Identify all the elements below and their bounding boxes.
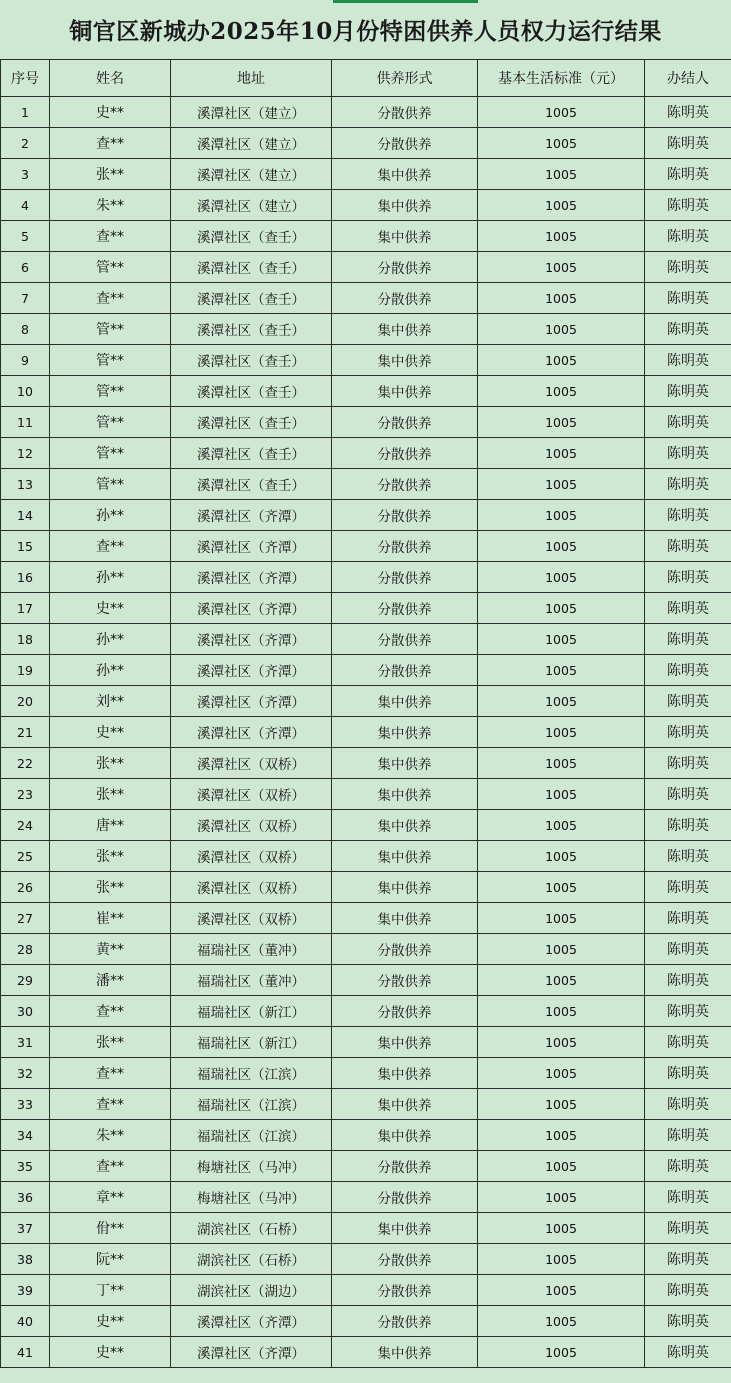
- cell-support-type[interactable]: 集中供养: [332, 1337, 478, 1368]
- cell-index[interactable]: 34: [1, 1120, 50, 1151]
- cell-name[interactable]: 章**: [50, 1182, 171, 1213]
- cell-handler[interactable]: 陈明英: [645, 655, 731, 686]
- table-row: [1, 376, 731, 407]
- cell-handler[interactable]: 陈明英: [645, 1058, 731, 1089]
- cell-address[interactable]: 福瑞社区（江滨）: [171, 1120, 332, 1151]
- table-header-row: [1, 60, 731, 97]
- cell-handler[interactable]: 陈明英: [645, 1306, 731, 1337]
- cell-address[interactable]: 湖滨社区（湖边）: [171, 1275, 332, 1306]
- cell-name[interactable]: 查**: [50, 221, 171, 252]
- cell-name[interactable]: 史**: [50, 1337, 171, 1368]
- cell-support-type[interactable]: 集中供养: [332, 314, 478, 345]
- cell-living-standard[interactable]: 1005: [478, 1182, 645, 1213]
- cell-support-type[interactable]: 分散供养: [332, 934, 478, 965]
- cell-living-standard[interactable]: 1005: [478, 221, 645, 252]
- cell-support-type[interactable]: 分散供养: [332, 1244, 478, 1275]
- cell-living-standard[interactable]: 1005: [478, 97, 645, 128]
- table-row: [1, 283, 731, 314]
- cell-support-type[interactable]: 分散供养: [332, 1306, 478, 1337]
- cell-living-standard[interactable]: 1005: [478, 593, 645, 624]
- cell-living-standard[interactable]: 1005: [478, 531, 645, 562]
- cell-living-standard[interactable]: 1005: [478, 841, 645, 872]
- cell-support-type[interactable]: 集中供养: [332, 221, 478, 252]
- cell-handler[interactable]: 陈明英: [645, 965, 731, 996]
- cell-living-standard[interactable]: 1005: [478, 624, 645, 655]
- table-row: [1, 314, 731, 345]
- cell-living-standard[interactable]: 1005: [478, 128, 645, 159]
- column-header-index[interactable]: 序号: [1, 60, 50, 97]
- cell-support-type[interactable]: 分散供养: [332, 562, 478, 593]
- cell-address[interactable]: 溪潭社区（建立）: [171, 159, 332, 190]
- cell-support-type[interactable]: 集中供养: [332, 345, 478, 376]
- cell-index[interactable]: 32: [1, 1058, 50, 1089]
- cell-address[interactable]: 福瑞社区（董冲）: [171, 934, 332, 965]
- cell-support-type[interactable]: 分散供养: [332, 469, 478, 500]
- cell-handler[interactable]: 陈明英: [645, 283, 731, 314]
- cell-name[interactable]: 管**: [50, 314, 171, 345]
- cell-living-standard[interactable]: 1005: [478, 1151, 645, 1182]
- cell-name[interactable]: 佾**: [50, 1213, 171, 1244]
- table-row: [1, 841, 731, 872]
- cell-index[interactable]: 25: [1, 841, 50, 872]
- table-row: [1, 1213, 731, 1244]
- cell-name[interactable]: 史**: [50, 593, 171, 624]
- cell-name[interactable]: 查**: [50, 531, 171, 562]
- cell-handler[interactable]: 陈明英: [645, 190, 731, 221]
- cell-index[interactable]: 15: [1, 531, 50, 562]
- column-header-living-standard[interactable]: 基本生活标准（元）: [478, 60, 645, 97]
- cell-address[interactable]: 溪潭社区（查壬）: [171, 221, 332, 252]
- cell-index[interactable]: 37: [1, 1213, 50, 1244]
- cell-handler[interactable]: 陈明英: [645, 407, 731, 438]
- cell-address[interactable]: 福瑞社区（董冲）: [171, 965, 332, 996]
- cell-index[interactable]: 23: [1, 779, 50, 810]
- cell-address[interactable]: 溪潭社区（查壬）: [171, 407, 332, 438]
- cell-index[interactable]: 24: [1, 810, 50, 841]
- table-row: [1, 159, 731, 190]
- table-row: [1, 562, 731, 593]
- cell-handler[interactable]: 陈明英: [645, 996, 731, 1027]
- results-table: [0, 59, 731, 1368]
- cell-living-standard[interactable]: 1005: [478, 1213, 645, 1244]
- cell-support-type[interactable]: 集中供养: [332, 686, 478, 717]
- cell-index[interactable]: 6: [1, 252, 50, 283]
- cell-handler[interactable]: 陈明英: [645, 903, 731, 934]
- cell-address[interactable]: 溪潭社区（齐潭）: [171, 531, 332, 562]
- cell-address[interactable]: 溪潭社区（齐潭）: [171, 655, 332, 686]
- cell-name[interactable]: 孙**: [50, 500, 171, 531]
- cell-living-standard[interactable]: 1005: [478, 438, 645, 469]
- cell-index[interactable]: 10: [1, 376, 50, 407]
- table-row: [1, 934, 731, 965]
- cell-name[interactable]: 刘**: [50, 686, 171, 717]
- cell-support-type[interactable]: 集中供养: [332, 1058, 478, 1089]
- cell-living-standard[interactable]: 1005: [478, 779, 645, 810]
- table-row: [1, 1182, 731, 1213]
- cell-address[interactable]: 溪潭社区（建立）: [171, 128, 332, 159]
- table-row: [1, 252, 731, 283]
- table-row: [1, 903, 731, 934]
- cell-support-type[interactable]: 分散供养: [332, 531, 478, 562]
- cell-index[interactable]: 4: [1, 190, 50, 221]
- cell-address[interactable]: 溪潭社区（双桥）: [171, 872, 332, 903]
- page-title: 铜官区新城办2025年10月份特困供养人员权力运行结果: [0, 0, 731, 60]
- table-row: [1, 1120, 731, 1151]
- cell-living-standard[interactable]: 1005: [478, 252, 645, 283]
- cell-handler[interactable]: 陈明英: [645, 469, 731, 500]
- cell-support-type[interactable]: 集中供养: [332, 810, 478, 841]
- cell-living-standard[interactable]: 1005: [478, 1120, 645, 1151]
- cell-index[interactable]: 3: [1, 159, 50, 190]
- table-row: [1, 97, 731, 128]
- cell-address[interactable]: 溪潭社区（查壬）: [171, 345, 332, 376]
- cell-address[interactable]: 溪潭社区（双桥）: [171, 903, 332, 934]
- cell-handler[interactable]: 陈明英: [645, 1151, 731, 1182]
- cell-address[interactable]: 溪潭社区（齐潭）: [171, 593, 332, 624]
- table-row: [1, 1089, 731, 1120]
- table-row: [1, 1337, 731, 1368]
- cell-index[interactable]: 5: [1, 221, 50, 252]
- cell-handler[interactable]: 陈明英: [645, 686, 731, 717]
- cell-name[interactable]: 孙**: [50, 562, 171, 593]
- cell-handler[interactable]: 陈明英: [645, 1120, 731, 1151]
- cell-index[interactable]: 38: [1, 1244, 50, 1275]
- cell-index[interactable]: 13: [1, 469, 50, 500]
- cell-support-type[interactable]: 集中供养: [332, 190, 478, 221]
- cell-address[interactable]: 溪潭社区（建立）: [171, 190, 332, 221]
- cell-name[interactable]: 史**: [50, 717, 171, 748]
- cell-index[interactable]: 18: [1, 624, 50, 655]
- cell-living-standard[interactable]: 1005: [478, 810, 645, 841]
- cell-name[interactable]: 黄**: [50, 934, 171, 965]
- cell-address[interactable]: 溪潭社区（齐潭）: [171, 1337, 332, 1368]
- cell-handler[interactable]: 陈明英: [645, 1089, 731, 1120]
- cell-address[interactable]: 溪潭社区（查壬）: [171, 283, 332, 314]
- cell-handler[interactable]: 陈明英: [645, 500, 731, 531]
- cell-name[interactable]: 查**: [50, 1089, 171, 1120]
- cell-address[interactable]: 溪潭社区（查壬）: [171, 469, 332, 500]
- table-row: [1, 345, 731, 376]
- cell-address[interactable]: 溪潭社区（双桥）: [171, 779, 332, 810]
- cell-handler[interactable]: 陈明英: [645, 159, 731, 190]
- cell-handler[interactable]: 陈明英: [645, 779, 731, 810]
- cell-name[interactable]: 查**: [50, 1058, 171, 1089]
- cell-support-type[interactable]: 分散供养: [332, 500, 478, 531]
- cell-address[interactable]: 溪潭社区（双桥）: [171, 810, 332, 841]
- cell-living-standard[interactable]: 1005: [478, 283, 645, 314]
- cell-address[interactable]: 福瑞社区（新江）: [171, 1027, 332, 1058]
- cell-name[interactable]: 史**: [50, 97, 171, 128]
- cell-support-type[interactable]: 分散供养: [332, 438, 478, 469]
- cell-handler[interactable]: 陈明英: [645, 872, 731, 903]
- column-header-handler[interactable]: 办结人: [645, 60, 731, 97]
- cell-support-type[interactable]: 分散供养: [332, 593, 478, 624]
- cell-name[interactable]: 管**: [50, 252, 171, 283]
- cell-support-type[interactable]: 分散供养: [332, 965, 478, 996]
- cell-living-standard[interactable]: 1005: [478, 965, 645, 996]
- cell-handler[interactable]: 陈明英: [645, 1213, 731, 1244]
- cell-living-standard[interactable]: 1005: [478, 562, 645, 593]
- cell-address[interactable]: 梅塘社区（马冲）: [171, 1182, 332, 1213]
- cell-name[interactable]: 孙**: [50, 655, 171, 686]
- cell-handler[interactable]: 陈明英: [645, 810, 731, 841]
- cell-address[interactable]: 溪潭社区（齐潭）: [171, 624, 332, 655]
- cell-index[interactable]: 17: [1, 593, 50, 624]
- cell-living-standard[interactable]: 1005: [478, 407, 645, 438]
- cell-living-standard[interactable]: 1005: [478, 500, 645, 531]
- cell-name[interactable]: 张**: [50, 159, 171, 190]
- cell-living-standard[interactable]: 1005: [478, 934, 645, 965]
- cell-name[interactable]: 孙**: [50, 624, 171, 655]
- cell-living-standard[interactable]: 1005: [478, 314, 645, 345]
- cell-address[interactable]: 福瑞社区（新江）: [171, 996, 332, 1027]
- table-row: [1, 190, 731, 221]
- cell-handler[interactable]: 陈明英: [645, 593, 731, 624]
- table-row: [1, 624, 731, 655]
- cell-handler[interactable]: 陈明英: [645, 562, 731, 593]
- table-row: [1, 872, 731, 903]
- cell-index[interactable]: 8: [1, 314, 50, 345]
- cell-name[interactable]: 张**: [50, 841, 171, 872]
- table-row: [1, 438, 731, 469]
- cell-index[interactable]: 28: [1, 934, 50, 965]
- cell-handler[interactable]: 陈明英: [645, 624, 731, 655]
- cell-handler[interactable]: 陈明英: [645, 1182, 731, 1213]
- column-header-support-type[interactable]: 供养形式: [332, 60, 478, 97]
- cell-handler[interactable]: 陈明英: [645, 1337, 731, 1368]
- cell-support-type[interactable]: 集中供养: [332, 779, 478, 810]
- cell-support-type[interactable]: 分散供养: [332, 252, 478, 283]
- cell-living-standard[interactable]: 1005: [478, 996, 645, 1027]
- cell-living-standard[interactable]: 1005: [478, 190, 645, 221]
- table-row: [1, 531, 731, 562]
- cell-living-standard[interactable]: 1005: [478, 655, 645, 686]
- cell-handler[interactable]: 陈明英: [645, 345, 731, 376]
- cell-name[interactable]: 朱**: [50, 190, 171, 221]
- cell-living-standard[interactable]: 1005: [478, 1027, 645, 1058]
- cell-address[interactable]: 溪潭社区（齐潭）: [171, 686, 332, 717]
- cell-handler[interactable]: 陈明英: [645, 1275, 731, 1306]
- table-row: [1, 221, 731, 252]
- cell-index[interactable]: 21: [1, 717, 50, 748]
- cell-address[interactable]: 溪潭社区（齐潭）: [171, 500, 332, 531]
- cell-address[interactable]: 溪潭社区（查壬）: [171, 252, 332, 283]
- table-row: [1, 686, 731, 717]
- cell-address[interactable]: 福瑞社区（江滨）: [171, 1089, 332, 1120]
- cell-support-type[interactable]: 分散供养: [332, 128, 478, 159]
- cell-support-type[interactable]: 集中供养: [332, 872, 478, 903]
- cell-name[interactable]: 查**: [50, 128, 171, 159]
- cell-handler[interactable]: 陈明英: [645, 221, 731, 252]
- cell-living-standard[interactable]: 1005: [478, 159, 645, 190]
- cell-living-standard[interactable]: 1005: [478, 1089, 645, 1120]
- cell-living-standard[interactable]: 1005: [478, 1275, 645, 1306]
- table-row: [1, 1027, 731, 1058]
- table-row: [1, 593, 731, 624]
- cell-name[interactable]: 张**: [50, 748, 171, 779]
- cell-index[interactable]: 30: [1, 996, 50, 1027]
- table-row: [1, 779, 731, 810]
- cell-support-type[interactable]: 分散供养: [332, 283, 478, 314]
- cell-name[interactable]: 管**: [50, 345, 171, 376]
- cell-support-type[interactable]: 分散供养: [332, 655, 478, 686]
- cell-support-type[interactable]: 分散供养: [332, 97, 478, 128]
- cell-index[interactable]: 41: [1, 1337, 50, 1368]
- cell-living-standard[interactable]: 1005: [478, 345, 645, 376]
- cell-handler[interactable]: 陈明英: [645, 128, 731, 159]
- cell-index[interactable]: 7: [1, 283, 50, 314]
- table-body: [1, 97, 731, 1368]
- table-row: [1, 965, 731, 996]
- cell-living-standard[interactable]: 1005: [478, 686, 645, 717]
- cell-address[interactable]: 福瑞社区（江滨）: [171, 1058, 332, 1089]
- cell-index[interactable]: 19: [1, 655, 50, 686]
- cell-support-type[interactable]: 集中供养: [332, 1213, 478, 1244]
- cell-handler[interactable]: 陈明英: [645, 1244, 731, 1275]
- cell-name[interactable]: 管**: [50, 469, 171, 500]
- cell-index[interactable]: 40: [1, 1306, 50, 1337]
- cell-living-standard[interactable]: 1005: [478, 1244, 645, 1275]
- cell-address[interactable]: 溪潭社区（齐潭）: [171, 1306, 332, 1337]
- cell-support-type[interactable]: 分散供养: [332, 996, 478, 1027]
- column-header-name[interactable]: 姓名: [50, 60, 171, 97]
- cell-index[interactable]: 29: [1, 965, 50, 996]
- cell-name[interactable]: 丁**: [50, 1275, 171, 1306]
- cell-name[interactable]: 查**: [50, 1151, 171, 1182]
- table-row: [1, 407, 731, 438]
- table-row: [1, 469, 731, 500]
- cell-index[interactable]: 20: [1, 686, 50, 717]
- cell-handler[interactable]: 陈明英: [645, 841, 731, 872]
- table-row: [1, 717, 731, 748]
- cell-index[interactable]: 39: [1, 1275, 50, 1306]
- cell-index[interactable]: 11: [1, 407, 50, 438]
- cell-index[interactable]: 33: [1, 1089, 50, 1120]
- cell-support-type[interactable]: 分散供养: [332, 1151, 478, 1182]
- cell-handler[interactable]: 陈明英: [645, 252, 731, 283]
- cell-living-standard[interactable]: 1005: [478, 903, 645, 934]
- cell-living-standard[interactable]: 1005: [478, 1306, 645, 1337]
- cell-name[interactable]: 张**: [50, 1027, 171, 1058]
- cell-index[interactable]: 27: [1, 903, 50, 934]
- cell-support-type[interactable]: 集中供养: [332, 159, 478, 190]
- cell-living-standard[interactable]: 1005: [478, 872, 645, 903]
- cell-address[interactable]: 湖滨社区（石桥）: [171, 1244, 332, 1275]
- cell-name[interactable]: 朱**: [50, 1120, 171, 1151]
- cell-address[interactable]: 溪潭社区（齐潭）: [171, 717, 332, 748]
- cell-index[interactable]: 26: [1, 872, 50, 903]
- cell-living-standard[interactable]: 1005: [478, 1337, 645, 1368]
- cell-address[interactable]: 溪潭社区（查壬）: [171, 314, 332, 345]
- table-row: [1, 1151, 731, 1182]
- cell-support-type[interactable]: 分散供养: [332, 624, 478, 655]
- cell-address[interactable]: 溪潭社区（双桥）: [171, 748, 332, 779]
- cell-index[interactable]: 22: [1, 748, 50, 779]
- cell-support-type[interactable]: 分散供养: [332, 407, 478, 438]
- table-row: [1, 1275, 731, 1306]
- cell-living-standard[interactable]: 1005: [478, 717, 645, 748]
- cell-handler[interactable]: 陈明英: [645, 531, 731, 562]
- cell-index[interactable]: 2: [1, 128, 50, 159]
- cell-name[interactable]: 查**: [50, 996, 171, 1027]
- cell-support-type[interactable]: 集中供养: [332, 748, 478, 779]
- table-row: [1, 128, 731, 159]
- cell-living-standard[interactable]: 1005: [478, 1058, 645, 1089]
- cell-name[interactable]: 管**: [50, 438, 171, 469]
- cell-name[interactable]: 史**: [50, 1306, 171, 1337]
- cell-address[interactable]: 溪潭社区（查壬）: [171, 438, 332, 469]
- cell-address[interactable]: 溪潭社区（查壬）: [171, 376, 332, 407]
- cell-living-standard[interactable]: 1005: [478, 469, 645, 500]
- cell-index[interactable]: 9: [1, 345, 50, 376]
- cell-handler[interactable]: 陈明英: [645, 934, 731, 965]
- cell-support-type[interactable]: 集中供养: [332, 376, 478, 407]
- cell-support-type[interactable]: 分散供养: [332, 1182, 478, 1213]
- table-row: [1, 1244, 731, 1275]
- column-header-address[interactable]: 地址: [171, 60, 332, 97]
- cell-handler[interactable]: 陈明英: [645, 1027, 731, 1058]
- cell-name[interactable]: 唐**: [50, 810, 171, 841]
- cell-name[interactable]: 查**: [50, 283, 171, 314]
- cell-name[interactable]: 张**: [50, 779, 171, 810]
- table-row: [1, 996, 731, 1027]
- cell-address[interactable]: 溪潭社区（双桥）: [171, 841, 332, 872]
- cell-support-type[interactable]: 集中供养: [332, 903, 478, 934]
- cell-address[interactable]: 溪潭社区（齐潭）: [171, 562, 332, 593]
- cell-handler[interactable]: 陈明英: [645, 717, 731, 748]
- cell-handler[interactable]: 陈明英: [645, 376, 731, 407]
- cell-name[interactable]: 管**: [50, 376, 171, 407]
- cell-index[interactable]: 36: [1, 1182, 50, 1213]
- cell-address[interactable]: 溪潭社区（建立）: [171, 97, 332, 128]
- cell-support-type[interactable]: 集中供养: [332, 717, 478, 748]
- table-row: [1, 810, 731, 841]
- cell-support-type[interactable]: 集中供养: [332, 1027, 478, 1058]
- cell-handler[interactable]: 陈明英: [645, 438, 731, 469]
- cell-name[interactable]: 阮**: [50, 1244, 171, 1275]
- cell-address[interactable]: 湖滨社区（石桥）: [171, 1213, 332, 1244]
- table-row: [1, 1306, 731, 1337]
- cell-name[interactable]: 潘**: [50, 965, 171, 996]
- cell-index[interactable]: 1: [1, 97, 50, 128]
- cell-index[interactable]: 31: [1, 1027, 50, 1058]
- cell-living-standard[interactable]: 1005: [478, 748, 645, 779]
- cell-name[interactable]: 张**: [50, 872, 171, 903]
- table-row: [1, 500, 731, 531]
- table-row: [1, 655, 731, 686]
- table-row: [1, 748, 731, 779]
- cell-support-type[interactable]: 集中供养: [332, 1120, 478, 1151]
- cell-index[interactable]: 12: [1, 438, 50, 469]
- cell-index[interactable]: 14: [1, 500, 50, 531]
- cell-handler[interactable]: 陈明英: [645, 748, 731, 779]
- cell-index[interactable]: 16: [1, 562, 50, 593]
- cell-name[interactable]: 管**: [50, 407, 171, 438]
- cell-handler[interactable]: 陈明英: [645, 97, 731, 128]
- cell-support-type[interactable]: 分散供养: [332, 1275, 478, 1306]
- table-row: [1, 1058, 731, 1089]
- cell-support-type[interactable]: 集中供养: [332, 1089, 478, 1120]
- partial-next-row: [0, 1372, 731, 1383]
- cell-support-type[interactable]: 集中供养: [332, 841, 478, 872]
- cell-index[interactable]: 35: [1, 1151, 50, 1182]
- cell-name[interactable]: 崔**: [50, 903, 171, 934]
- cell-living-standard[interactable]: 1005: [478, 376, 645, 407]
- cell-handler[interactable]: 陈明英: [645, 314, 731, 345]
- cell-address[interactable]: 梅塘社区（马冲）: [171, 1151, 332, 1182]
